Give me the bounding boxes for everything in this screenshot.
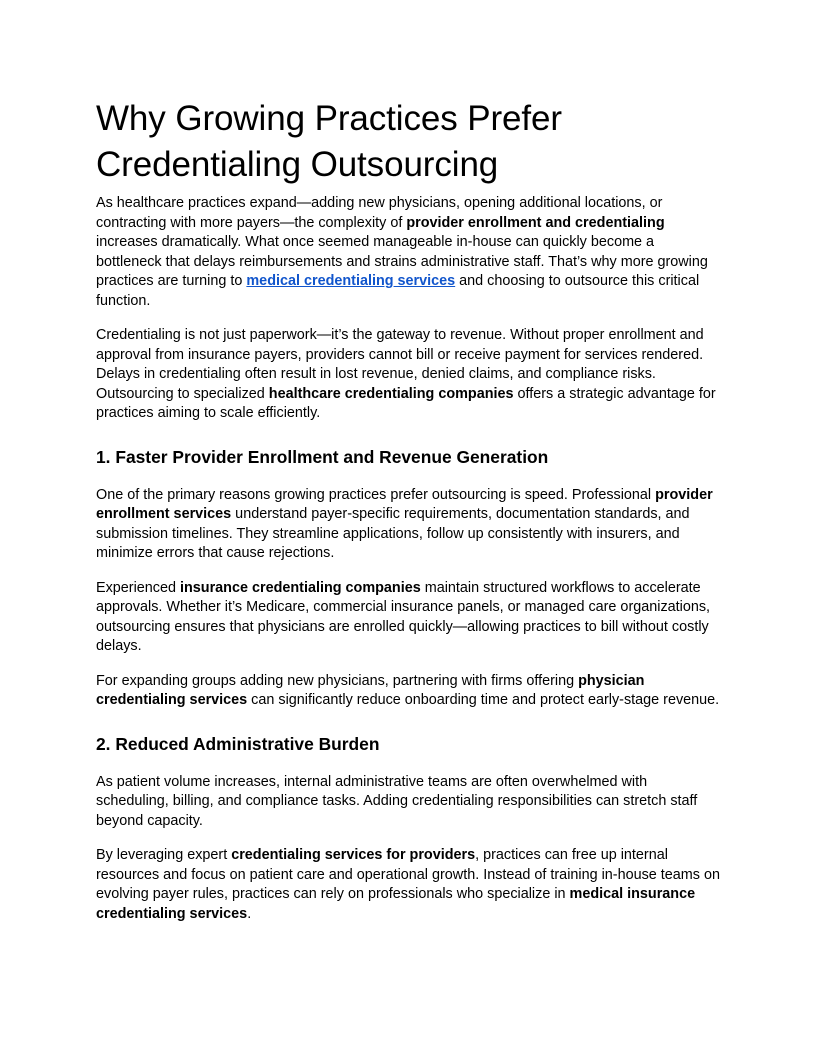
intro-text-1: As healthcare practices expand—adding new physicians, opening additional locations, or contracting with more payers—the complexity of xyxy=(96,195,663,231)
s1p2-text-2: maintain structured workflows to accelerate approvals. Whether it’s Medicare, commercial insurance panels, or managed care organizations, outsourcing ensures that physicians are enrolled quickly—allowing practices to bill without costly delays. xyxy=(96,579,711,654)
s1p3-bold-1: physician credentialing services xyxy=(96,672,645,708)
intro-text-3: and choosing to outsource this critical function. xyxy=(96,273,700,309)
paragraph-2 xyxy=(96,326,722,424)
section-1-heading: 1. Faster Provider Enrollment and Revenue Generation xyxy=(96,446,549,467)
s2p1-text-1: As patient volume increases, internal administrative teams are often overwhelmed with scheduling, billing, and compliance tasks. Adding credentialing responsibilities can stretch staff beyond capacity. xyxy=(96,773,698,829)
s2p2-bold-1: credentialing services for providers xyxy=(231,847,476,863)
s2p2-text-3: . xyxy=(247,905,252,922)
title-line-2: Credentialing Outsourcing xyxy=(96,145,499,184)
p2-text-2: offers a strategic advantage for practices aiming to scale efficiently. xyxy=(96,385,716,421)
title-line-1: Why Growing Practices Prefer xyxy=(96,99,562,138)
intro-paragraph xyxy=(96,194,722,311)
section-1-paragraph-2 xyxy=(96,579,722,657)
p2-bold-1: healthcare credentialing companies xyxy=(268,385,514,402)
s2p2-bold-2: medical insurance credentialing services xyxy=(96,886,696,922)
s1p2-bold-1: insurance credentialing companies xyxy=(180,579,421,596)
section-1-paragraph-3 xyxy=(96,672,722,711)
s1p3-text-2: can significantly reduce onboarding time and protect early-stage revenue. xyxy=(247,692,720,708)
document-page xyxy=(96,96,722,939)
intro-text-2: increases dramatically. What once seemed manageable in-house can quickly become a bottleneck that delays reimbursements and strains administrative staff. That’s why more growing practices are turning to xyxy=(96,234,708,289)
section-2-paragraph-2 xyxy=(96,846,722,924)
section-2-paragraph-1 xyxy=(96,773,722,832)
section-2-heading: 2. Reduced Administrative Burden xyxy=(96,733,380,754)
s1p1-text-1: One of the primary reasons growing practices prefer outsourcing is speed. Professional xyxy=(96,486,656,503)
s1p2-text-1: Experienced xyxy=(96,579,180,596)
section-1-paragraph-1 xyxy=(96,486,722,564)
page-title xyxy=(96,96,722,188)
intro-bold-1: provider enrollment and credentialing xyxy=(406,214,665,231)
s1p1-bold-1: provider enrollment services xyxy=(96,486,713,522)
s2p2-text-1: By leveraging expert xyxy=(96,847,232,863)
s2p2-text-2: , practices can free up internal resources and focus on patient care and operational growth. Instead of training in-house teams on evolving payer rules, practices can rely on professionals who specialize in xyxy=(96,847,720,902)
s1p1-text-2: understand payer-specific requirements, documentation standards, and submission timelines. They streamline applications, follow up consistently with insurers, and minimize errors that cause rejections. xyxy=(96,506,690,561)
p2-text-1: Credentialing is not just paperwork—it’s the gateway to revenue. Without proper enrollment and approval from insurance payers, providers cannot bill or receive payment for services rendered. Delays in credentialing often result in lost revenue, denied claims, and compliance risks. Outsourcing to specialized xyxy=(96,327,704,402)
s1p3-text-1: For expanding groups adding new physicians, partnering with firms offering xyxy=(96,672,579,689)
medical-credentialing-services-link[interactable]: medical credentialing services xyxy=(246,273,456,289)
